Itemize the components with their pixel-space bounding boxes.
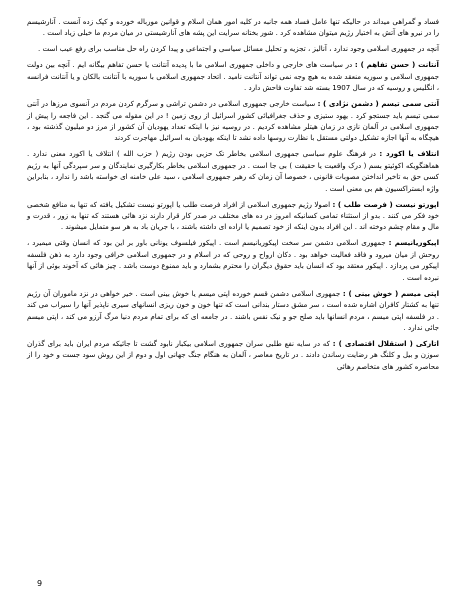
- paragraph-term: اتارکی ( استقلال اقتصادی ) :: [332, 338, 439, 348]
- paragraph-epicureanism: [27, 237, 439, 283]
- paragraph-analysis: [27, 43, 439, 54]
- paragraph-term: آنتانت ( حسن تفاهم ) :: [354, 60, 439, 70]
- paragraph-text: که در سایه نفع طلبی سران جمهوری اسلامی بیکبار نابود گشت تا جائیکه مردم ایران باید برای گذران سوزن و بیل و کلنگ هر رضایت رساندن دادند . در تاریخ معاصر ، آلمان به هنگام جنگ جهانی اول و دوم از این روش سود جست و خود را از محاصره کشور های متخاصم رهائی: [27, 338, 439, 371]
- page-number: 9: [37, 579, 43, 588]
- paragraph-text: آنچه در جمهوری اسلامی وجود ندارد ، آنالیز ، تجزیه و تحلیل مسائل سیاسی و اجتماعی و پیدا کردن راه حل مناسب برای رفع عیب است .: [38, 44, 439, 54]
- paragraph-entente: [27, 59, 439, 93]
- paragraph-optimism: [27, 288, 439, 334]
- paragraph-text: فساد و گمراهی میداند در حالیکه تنها عامل فساد همه جانبه در کلیه امور همان اسلام و قوانین مورباله خورده و کپک زده آنست . آنارشیسم را در نیرو های آتش به اختیار رژیم میتوان مشاهده کرد . شور بختانه سرایت این پشه های آنارشیستی در میان مردم ما خیلی زیاد است .: [27, 17, 439, 38]
- paragraph-term: اپورتو نیست ( فرصت طلب ) :: [332, 199, 439, 209]
- paragraph-autarky: [27, 338, 439, 372]
- paragraph-term: انتلاف یا اکورد :: [379, 149, 440, 159]
- document-body: [27, 16, 439, 377]
- paragraph-text: سیاست خارجی جمهوری اسلامی در دشمن تراشی و سرگرم کردن مردم در آنسوی مرزها در آنتی سمی تیسم باید جستجو کرد . یهود ستیزی و حذف جغرافیائی کشور اسرائیل از روی زمین ! در این مقوله می گنجد . این فاجعه را پیش از جمهوری اسلامی در آلمان نازی در زمان هیتلر مشاهده کردیم . در روسیه نیز با اینکه تعداد یهودیان آن کشور از مرز دو میلیون گذشته بود ، هیچگاه به آنها اجازه تشکیل دولتی مستقل با نظارت روسها داده نشد تا اینکه یهودیان به اسرائیل مهاجرت کردند: [27, 99, 439, 143]
- paragraph-text: در فرهنگ علوم سیاسی جمهوری اسلامی بخاطر تک حزبی بودن رژیم ( حزب الله ) انتلاف یا اکورد معنی ندارد . هماهنگویکه اکوئیتو بسم ( درک واقعیت یا حقیقت ) بی جا است . در جمهوری اسلامی بخاطر بکارگیری نمایندگان و سر سپردگی آنها به رژیم کسی حق به تاخیر انداختن مصوبات قانونی ، خصوصا آن زمان که رهبر جمهوری اسلامی ، سید علی خامنه ای خواسته باشد را ندارد ، بنابراین واژه ابستراکسیون هم بی معنی است .: [27, 149, 439, 193]
- paragraph-antisemitism: [27, 98, 439, 144]
- paragraph-term: آنتی سمی تیسم ( دشمن نژادی ) :: [317, 99, 439, 109]
- paragraph-anarchism: [27, 16, 439, 39]
- paragraph-text: در سیاست های خارجی و داخلی جمهوری اسلامی ما با پدیده آنتانت یا حسن تفاهم بیگانه ایم . آنچه بین دولت جمهوری اسلامی و سوریه منعقد شده به هیچ وجه نمی تواند آنتانت نامید . اتحاد جمهوری اسلامی با سوریه با آنتانت بالکان و یا آنتانت فرانسه ، انگلیس و روسیه که در سال 1907 بسته شد تفاوت فاحش دارد .: [27, 60, 439, 93]
- paragraph-text: جمهوری اسلامی دشمن قسم خورده اپتی میسم یا خوش بینی است . خیر خواهی در نزد ماموران آن رژیم تنها به کشتار کافران اشاره شده است ، سر مشق دستار بندانی است که تنها خون و خون ریزی انسانهای سیری ناپذیر آنها را سیراب می کند . در فلسفه اپتی میسم ، مردم انسانها باید صلح جو و نیک نفس باشند . در جامعه ای که برای تمام مردم دنیا مرگ آرزو می کند ، اپتی میسم جائی ندارد .: [27, 288, 439, 332]
- paragraph-text: جمهوری اسلامی دشمن سر سخت اپیکوریانیسم است . اپیکور فیلسوف یونانی باور بر این بود که انسان وقتی میمیرد ، روحش از میان میرود و فاقد فعالیت خواهد بود . دکان ارواح و روحی که در اسلام و در جمهوری اسلامی خرافی وجود دارد به ذهن فلسفه اپیکور می پردازد . اپیکور معتقد بود که انسان باید حقوق دیگران را محترم بشمارد و باید ممنوع دوست باشد . چیز هائی که آخوند بوئی از آنها نبرده است .: [27, 238, 439, 282]
- paragraph-term: اپتی میسم ( خوش بینی ) :: [342, 288, 439, 298]
- paragraph-opportunist: [27, 199, 439, 233]
- paragraph-text: اصولا رژیم جمهوری اسلامی از افراد فرصت طلب یا اپورتو نیست تشکیل یافته که تنها به منافع شخصی خود فکر می کنند . بدو از استثناء تمامی کسانیکه امروز در ده های مختلف در صدر کار قرار دارند نزد هائی هستند که تنها به زور ، قدرت و مال و مقام چشم دوخته اند . این افراد بدون اینکه از خود تصمیم یا اراده ای داشته باشند ، با جریان باد به هر سو متمایل میشوند .: [27, 199, 439, 232]
- paragraph-term: اپیکوریانیسم :: [388, 238, 440, 248]
- paragraph-coalition: [27, 148, 439, 194]
